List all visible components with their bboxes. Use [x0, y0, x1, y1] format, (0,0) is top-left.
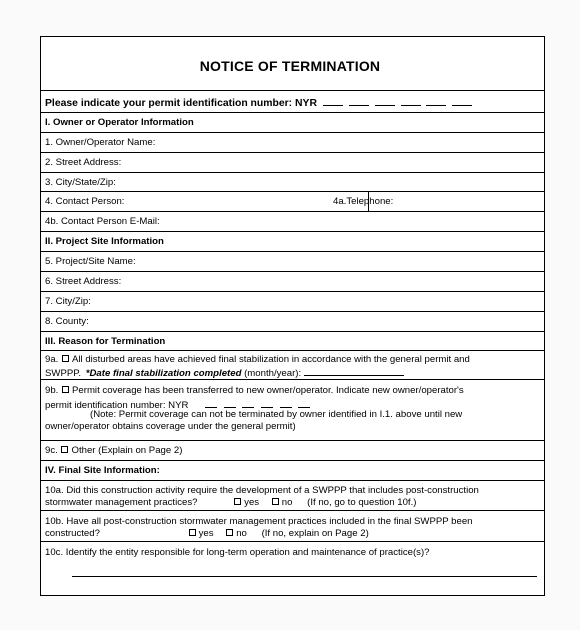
permit-blank-6[interactable]: [452, 96, 472, 106]
new-permit-blank-2[interactable]: [224, 398, 236, 408]
question-10b-text-cont: constructed?: [45, 528, 100, 539]
question-10b-note: (If no, explain on Page 2): [261, 528, 369, 539]
new-permit-blank-1[interactable]: [205, 398, 217, 408]
contact-row[interactable]: [41, 192, 544, 212]
question-10a-text: 10a. Did this construction activity require the development of a SWPPP that includes post-construction: [45, 485, 479, 496]
section-2-heading-row: [41, 232, 544, 252]
stabilization-date-unit: (month/year):: [244, 368, 302, 379]
section-4-heading: IV. Final Site Information:: [45, 465, 160, 476]
question-10a-text-cont: stormwater management practices?: [45, 497, 198, 508]
reason-9c-row: [41, 441, 544, 461]
site-city-label: 7. City/Zip:: [45, 296, 91, 307]
question-10b-row: [41, 511, 544, 542]
question-10c-row: [41, 542, 544, 595]
reason-9c-number: 9c.: [45, 445, 58, 456]
new-permit-blank-6[interactable]: [298, 398, 310, 408]
email-label: 4b. Contact Person E-Mail:: [45, 216, 160, 227]
question-10a-yes-label: yes: [244, 497, 260, 508]
reason-9a-number: 9a.: [45, 354, 59, 365]
reason-9b-text: Permit coverage has been transferred to new owner/operator. Indicate new owner/operator's: [72, 385, 464, 396]
section-1-heading-row: [41, 113, 544, 133]
reason-9a-row: [41, 351, 544, 380]
contact-person-label: 4. Contact Person:: [45, 196, 125, 207]
reason-9b-checkbox[interactable]: [62, 386, 69, 393]
section-3-heading-row: [41, 332, 544, 351]
question-10a-no-label: no: [281, 497, 293, 508]
section-3-heading: III. Reason for Termination: [45, 336, 166, 347]
county-row[interactable]: [41, 312, 544, 332]
question-10b-text: 10b. Have all post-construction stormwater management practices included in the final SWPPP been: [45, 516, 473, 527]
question-10a-row: [41, 481, 544, 511]
section-4-heading-row: [41, 461, 544, 481]
owner-name-row[interactable]: [41, 133, 544, 153]
site-street-label: 6. Street Address:: [45, 276, 122, 287]
question-10b-yes-checkbox[interactable]: [189, 529, 196, 536]
question-10a-note: (If no, go to question 10f.): [307, 497, 417, 508]
question-10b-yes-label: yes: [198, 528, 214, 539]
telephone-label: 4a.Telephone:: [333, 196, 394, 207]
owner-street-label: 2. Street Address:: [45, 157, 122, 168]
form-title: NOTICE OF TERMINATION: [199, 58, 381, 74]
question-10b-no-label: no: [236, 528, 247, 539]
permit-blank-4[interactable]: [401, 96, 421, 106]
question-10a-no-checkbox[interactable]: [272, 498, 279, 505]
reason-9c-text: Other (Explain on Page 2): [71, 445, 183, 456]
site-city-row[interactable]: [41, 292, 544, 312]
owner-city-label: 3. City/State/Zip:: [45, 177, 116, 188]
question-10c-answer-line[interactable]: [72, 576, 537, 577]
site-street-row[interactable]: [41, 272, 544, 292]
question-10a-yes-checkbox[interactable]: [234, 498, 241, 505]
permit-blank-2[interactable]: [349, 96, 369, 106]
site-name-row[interactable]: [41, 252, 544, 272]
stabilization-date-label: *Date final stabilization completed: [85, 368, 242, 379]
permit-blank-5[interactable]: [426, 96, 446, 106]
reason-9b-note-cont: owner/operator obtains coverage under the general permit): [45, 421, 296, 432]
reason-9c-checkbox[interactable]: [61, 446, 68, 453]
permit-blank-1[interactable]: [323, 96, 343, 106]
site-name-label: 5. Project/Site Name:: [45, 256, 136, 267]
owner-city-row[interactable]: [41, 173, 544, 192]
permit-id-row: [41, 91, 544, 113]
reason-9a-text: All disturbed areas have achieved final stabilization in accordance with the general permit and: [72, 354, 470, 365]
permit-blank-3[interactable]: [375, 96, 395, 106]
reason-9a-swppp: SWPPP.: [45, 368, 82, 379]
new-permit-blank-4[interactable]: [261, 398, 273, 408]
question-10c-text: 10c. Identify the entity responsible for long-term operation and maintenance of practice(s)?: [45, 547, 430, 558]
county-label: 8. County:: [45, 316, 89, 327]
new-permit-blank-5[interactable]: [280, 398, 292, 408]
new-permit-id-label: permit identification number: NYR: [45, 400, 189, 411]
owner-name-label: 1. Owner/Operator Name:: [45, 137, 156, 148]
section-2-heading: II. Project Site Information: [45, 236, 164, 247]
email-row[interactable]: [41, 212, 544, 232]
reason-9b-note: (Note: Permit coverage can not be terminated by owner identified in I.1. above until new: [90, 409, 463, 420]
question-10b-no-checkbox[interactable]: [226, 529, 233, 536]
reason-9a-checkbox[interactable]: [62, 355, 69, 362]
owner-street-row[interactable]: [41, 153, 544, 173]
section-1-heading: I. Owner or Operator Information: [45, 117, 194, 128]
stabilization-date-field[interactable]: [304, 366, 404, 376]
reason-9b-number: 9b.: [45, 385, 59, 396]
new-permit-blank-3[interactable]: [242, 398, 254, 408]
reason-9b-row: [41, 380, 544, 441]
permit-id-label: Please indicate your permit identification number: NYR: [45, 98, 317, 109]
